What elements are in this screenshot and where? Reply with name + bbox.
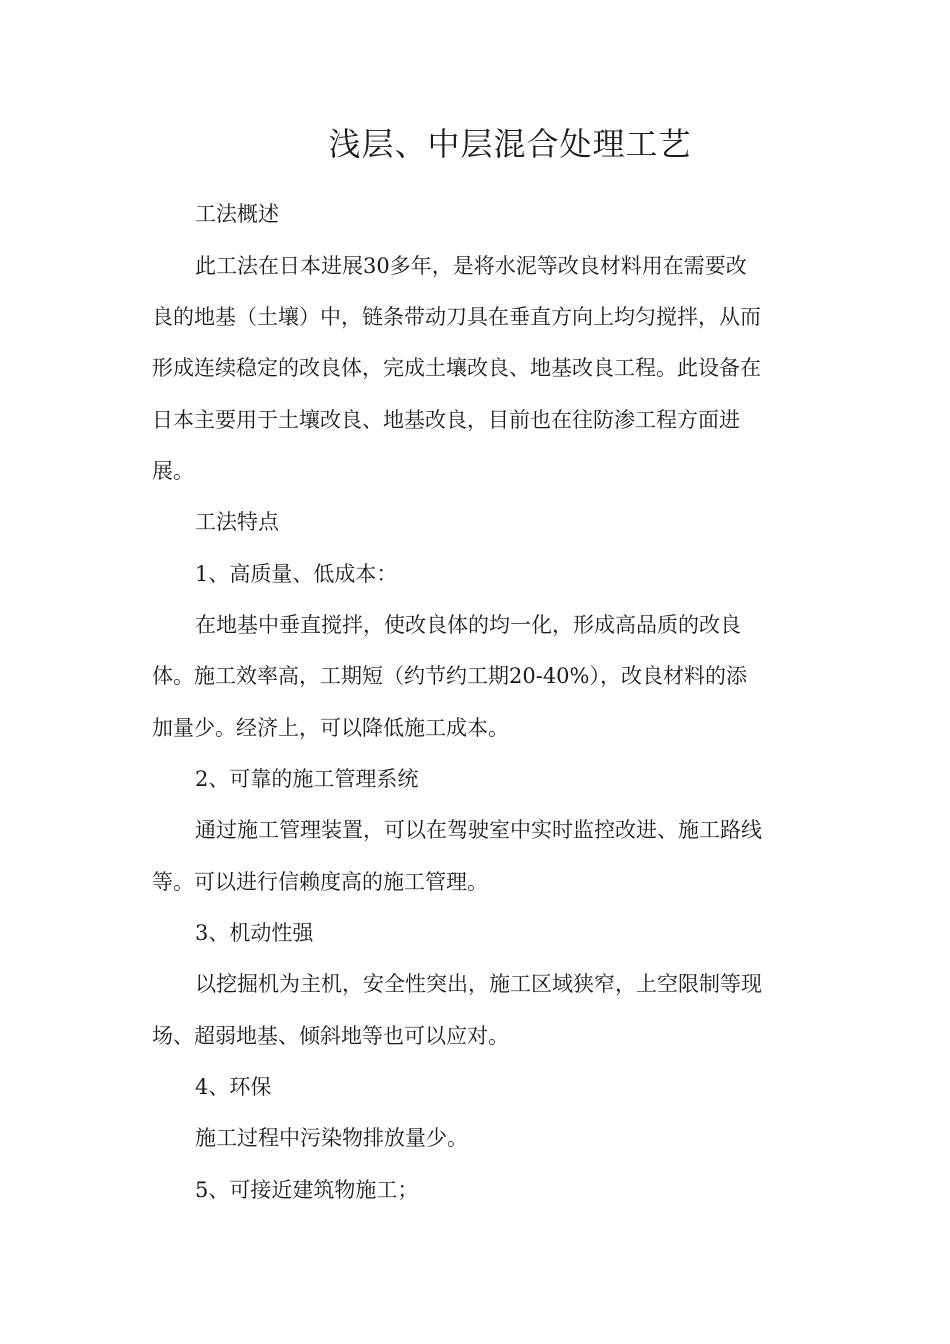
paragraph-line: 加量少。经济上，可以降低施工成本。 [152, 716, 509, 740]
paragraph-line: 以挖掘机为主机，安全性突出，施工区域狭窄，上空限制等现 [195, 972, 762, 996]
paragraph-line: 等。可以进行信赖度高的施工管理。 [152, 870, 488, 894]
paragraph-line: 良的地基（土壤）中，链条带动刀具在垂直方向上均匀搅拌，从而 [152, 305, 761, 329]
section-heading-overview: 工法概述 [195, 202, 279, 226]
feature-heading-1: 1、高质量、低成本： [195, 562, 398, 586]
paragraph-line: 通过施工管理装置，可以在驾驶室中实时监控改进、施工路线 [195, 818, 762, 842]
document-title: 浅层、中层混合处理工艺 [328, 125, 692, 163]
paragraph-line: 体。施工效率高，工期短（约节约工期20-40%），改良材料的添 [152, 664, 747, 688]
paragraph-line: 展。 [152, 459, 194, 483]
section-heading-features: 工法特点 [195, 510, 279, 534]
paragraph-line: 此工法在日本进展30多年，是将水泥等改良材料用在需要改 [195, 254, 747, 278]
feature-heading-5: 5、可接近建筑物施工； [195, 1178, 419, 1202]
feature-heading-2: 2、可靠的施工管理系统 [195, 767, 419, 791]
paragraph-line: 施工过程中污染物排放量少。 [195, 1126, 468, 1150]
paragraph-line: 日本主要用于土壤改良、地基改良，目前也在往防渗工程方面进 [152, 408, 740, 432]
paragraph-line: 在地基中垂直搅拌，使改良体的均一化，形成高品质的改良 [195, 613, 741, 637]
feature-heading-4: 4、环保 [195, 1075, 272, 1099]
paragraph-line: 场、超弱地基、倾斜地等也可以应对。 [152, 1024, 509, 1048]
paragraph-line: 形成连续稳定的改良体，完成土壤改良、地基改良工程。此设备在 [152, 356, 761, 380]
feature-heading-3: 3、机动性强 [195, 921, 314, 945]
